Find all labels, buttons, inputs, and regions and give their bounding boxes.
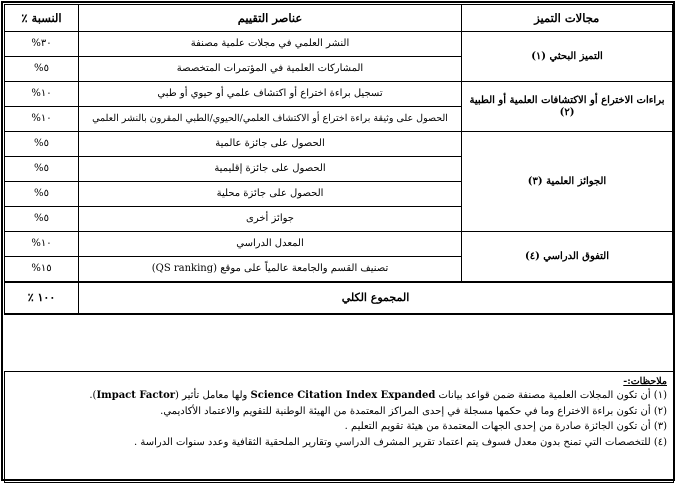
percent-cell: ٥%	[5, 182, 79, 207]
note-1-text-a: (١) أن تكون المجلات العلمية مصنفة ضمن قواعد بيانات	[435, 390, 667, 401]
total-row	[5, 282, 673, 314]
table-row	[5, 32, 673, 57]
percent-cell: ١٠%	[5, 82, 79, 107]
percent-cell: ٣٠%	[5, 32, 79, 57]
table-row	[5, 82, 673, 107]
element-cell: الحصول على جائزة عالمية	[79, 132, 462, 157]
table-row	[5, 132, 673, 157]
element-cell: الحصول على جائزة إقليمية	[79, 157, 462, 182]
note-1-index-name: Science Citation Index Expanded	[250, 390, 436, 401]
header-domains: مجالات التميز	[462, 5, 673, 32]
note-item-2: (٢) أن تكون براءة الاختراع وما في حكمها مسجلة في إحدى المراكز المعتمدة من الهيئة الوطنية للتقويم والاعتماد الأكاديمي.	[160, 405, 667, 417]
total-value: ١٠٠ ٪	[5, 282, 79, 314]
percent-cell: ٥%	[5, 132, 79, 157]
notes-box	[4, 371, 674, 483]
table-row	[5, 232, 673, 257]
percent-cell: ١٠%	[5, 232, 79, 257]
element-cell: جوائز أخرى	[79, 207, 462, 232]
element-cell: المعدل الدراسي	[79, 232, 462, 257]
evaluation-criteria-table	[4, 4, 674, 315]
domain-academic-excellence: التفوق الدراسي (٤)	[462, 232, 673, 283]
element-cell: الحصول على جائزة محلية	[79, 182, 462, 207]
note-1-text-c: ).	[89, 390, 97, 401]
note-1-impact-factor: Impact Factor	[96, 390, 176, 401]
header-percent: النسبة ٪	[5, 5, 79, 32]
element-cell: النشر العلمي في مجلات علمية مصنفة	[79, 32, 462, 57]
domain-scientific-awards: الجوائز العلمية (٣)	[462, 132, 673, 232]
note-1-text-b: ولها معامل تأثير (	[175, 390, 251, 401]
percent-cell: ٥%	[5, 157, 79, 182]
percent-cell: ٥%	[5, 57, 79, 82]
element-cell: تصنيف القسم والجامعة عالمياً على موقع (QS ranking)	[79, 257, 462, 283]
note-item-1	[11, 388, 667, 404]
note-item-4: (٤) للتخصصات التي تمنح بدون معدل فسوف يتم اعتماد تقرير المشرف الدراسي وتقارير الملحقية الثقافية وعدد سنوات الدراسة .	[134, 436, 667, 448]
element-cell: تسجيل براءة اختراع أو اكتشاف علمي أو حيوي أو طبي	[79, 82, 462, 107]
domain-research-excellence: التميز البحثي (١)	[462, 32, 673, 82]
percent-cell: ٥%	[5, 207, 79, 232]
total-label: المجموع الكلي	[79, 282, 673, 314]
table-header-row	[5, 5, 673, 32]
percent-cell: ١٠%	[5, 107, 79, 132]
percent-cell: ١٥%	[5, 257, 79, 283]
note-item-3: (٣) أن تكون الجائزة صادرة من إحدى الجهات المعتمدة من هيئة تقويم التعليم .	[344, 421, 667, 432]
domain-patents: براءات الاختراع أو الاكتشافات العلمية أو الطبية (٢)	[462, 82, 673, 132]
header-elements: عناصر التقييم	[79, 5, 462, 32]
notes-title: ملاحظات:-	[623, 376, 667, 387]
element-cell: الحصول على وثيقة براءة اختراع أو الاكتشاف العلمي/الحيوي/الطبي المقرون بالنشر العلمي	[79, 107, 462, 132]
element-cell: المشاركات العلمية في المؤتمرات المتخصصة	[79, 57, 462, 82]
